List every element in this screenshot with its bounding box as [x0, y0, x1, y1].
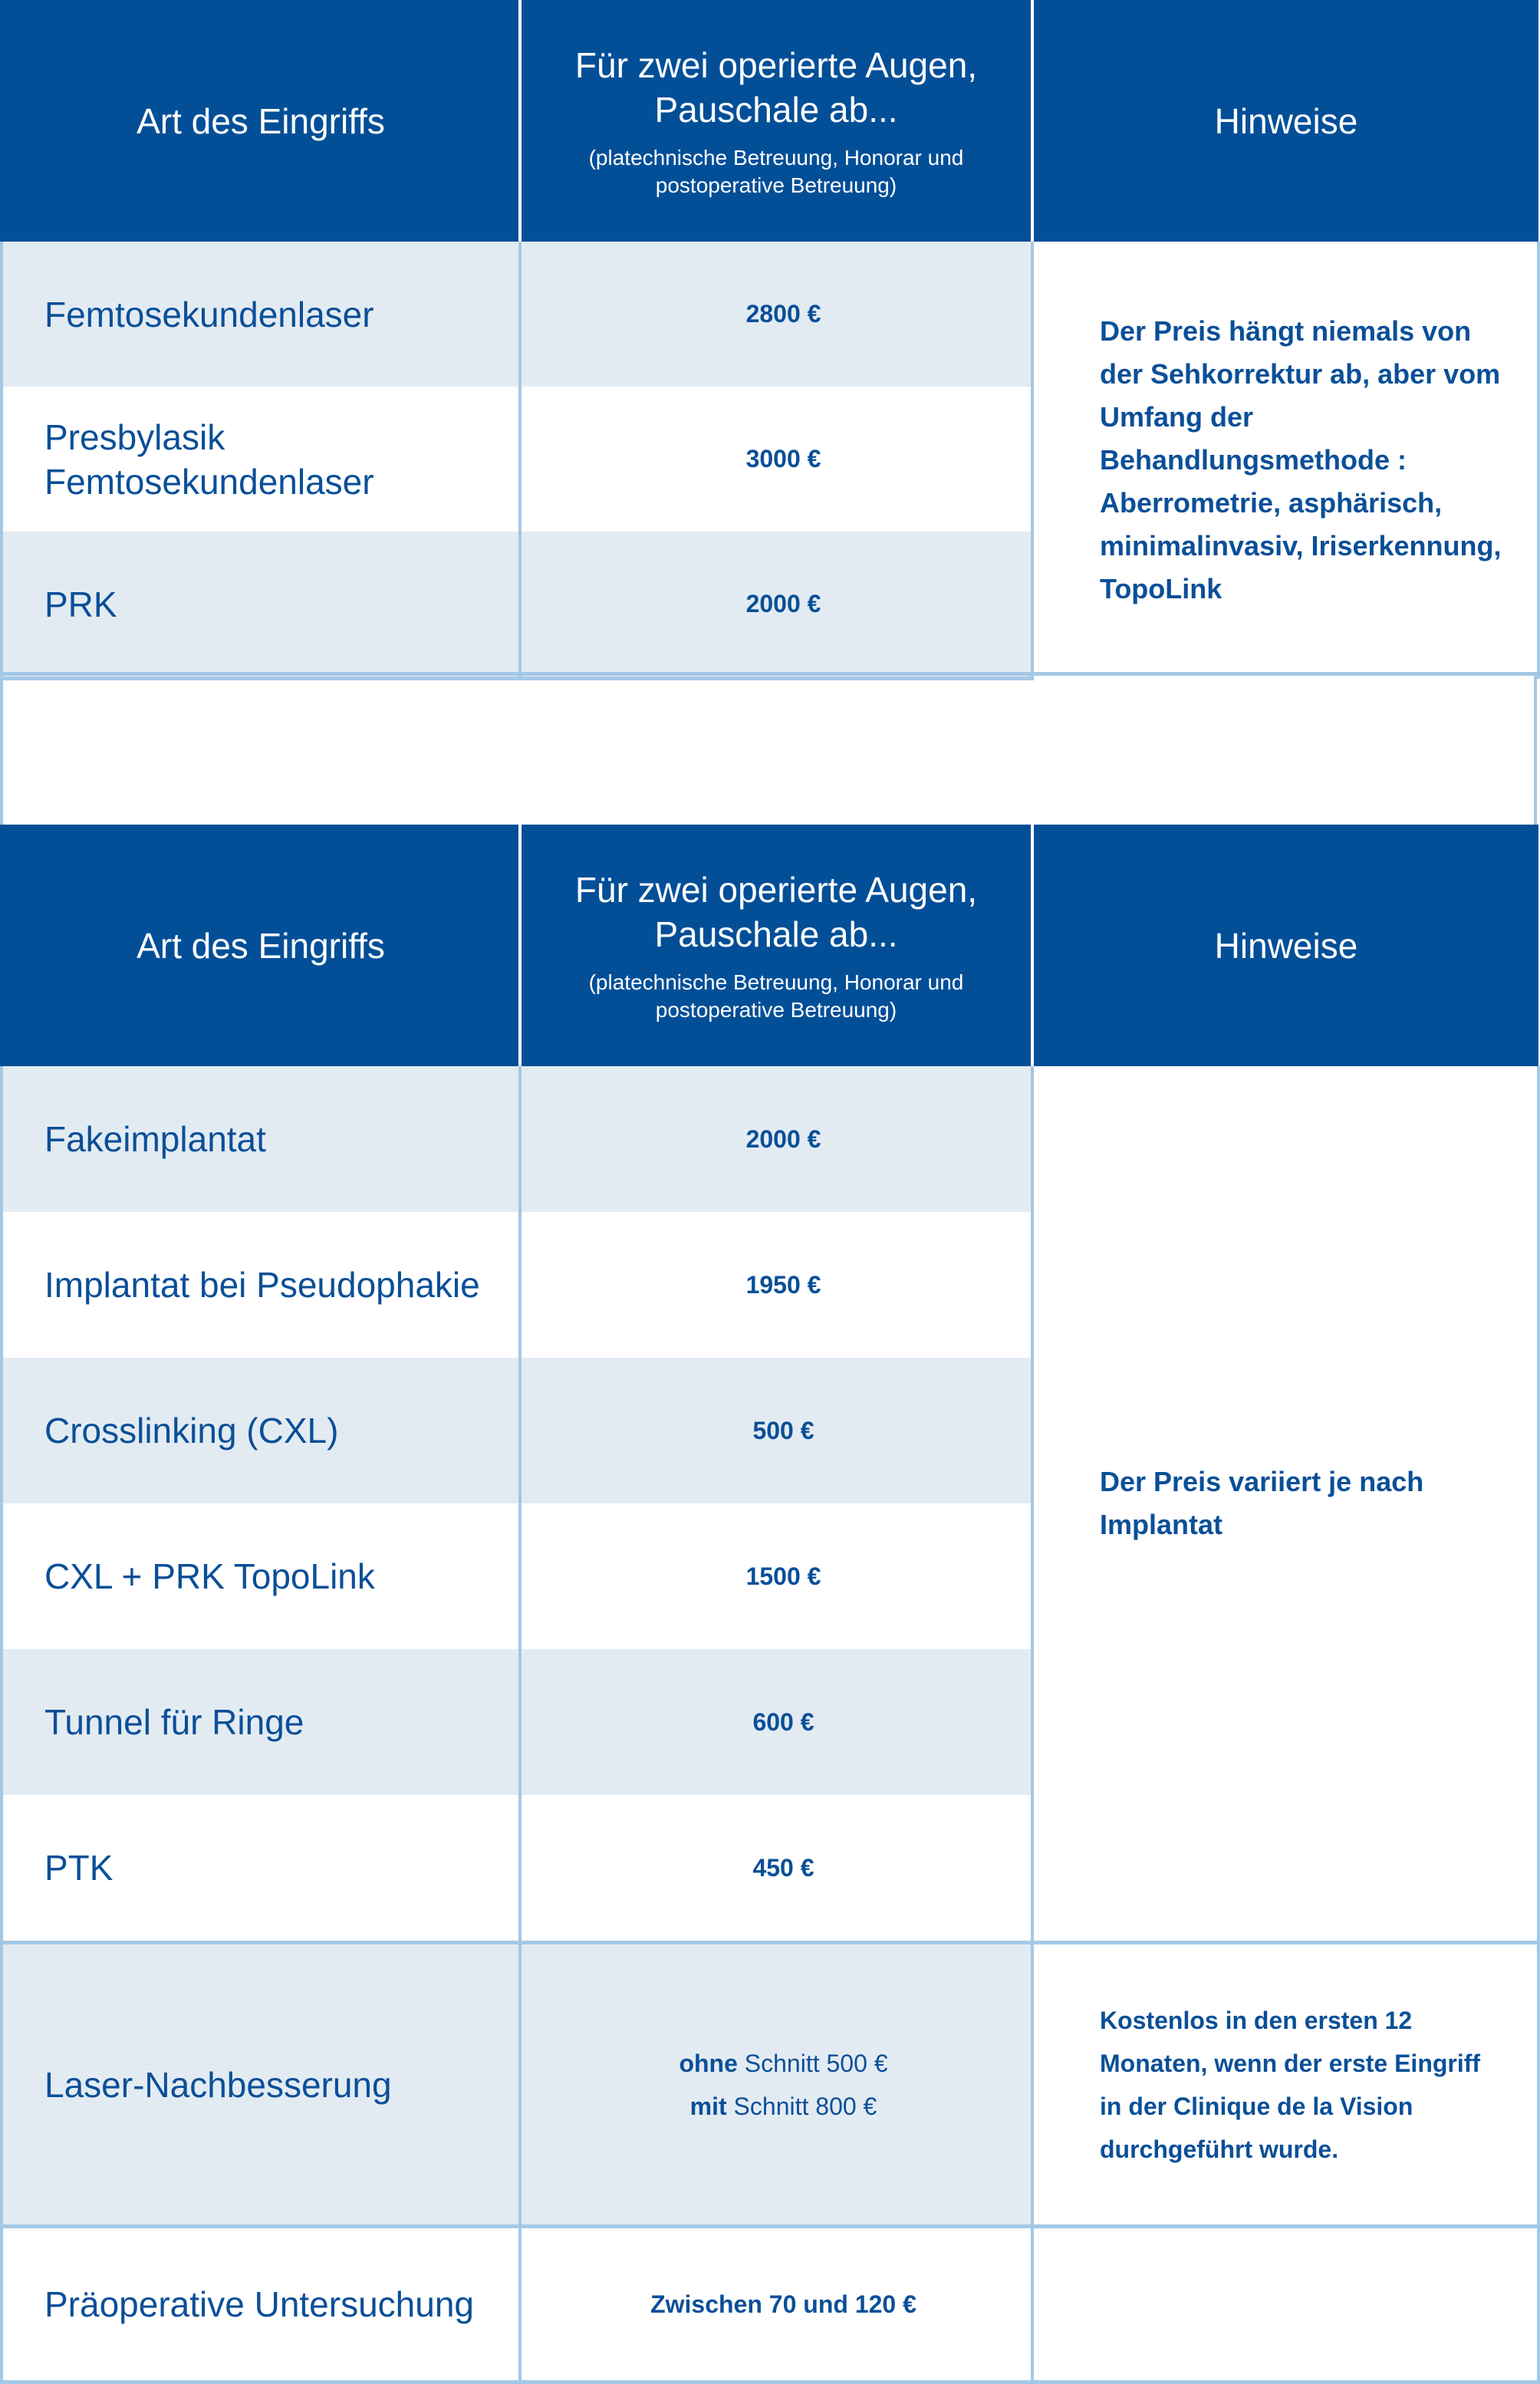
procedure-name: Fakeimplantat — [2, 1066, 520, 1212]
procedure-name: Femtosekundenlaser — [2, 242, 520, 387]
price-option-value: Schnitt 800 € — [726, 2092, 877, 2120]
table-row-preop-exam — [2, 2227, 1538, 2382]
header-price-line2: Pauschale ab... — [654, 89, 898, 130]
procedure-price: 600 € — [520, 1649, 1032, 1795]
procedure-price: 3000 € — [520, 387, 1032, 532]
procedure-name: CXL + PRK TopoLink — [2, 1503, 520, 1649]
price-table-implants — [0, 825, 1540, 2384]
table-header — [2, 0, 1538, 242]
procedure-price: 2800 € — [520, 242, 1032, 387]
table-spacer — [0, 672, 1537, 825]
procedure-price: 2000 € — [520, 532, 1032, 679]
procedure-price: 1950 € — [520, 1212, 1032, 1358]
price-option-value: Schnitt 500 € — [737, 2049, 888, 2077]
header-procedure-type: Art des Eingriffs — [2, 825, 520, 1066]
procedure-price: Zwischen 70 und 120 € — [520, 2227, 1032, 2382]
header-price-line1: Für zwei operierte Augen, — [574, 44, 978, 85]
header-price — [520, 825, 1032, 1066]
notes-cell: Der Preis variiert je nach Implantat — [1032, 1066, 1538, 1943]
notes-cell: Der Preis hängt niemals von der Sehkorrektur ab, aber vom Umfang der Behandlungsmethode : Aberrometrie, asphärisch, minimalinvasiv, Iriserkennung, TopoLink — [1032, 242, 1538, 679]
procedure-price: 2000 € — [520, 1066, 1032, 1212]
procedure-name: Implantat bei Pseudophakie — [2, 1212, 520, 1358]
procedure-name: Laser-Nachbesserung — [2, 1943, 520, 2227]
procedure-name-text: Presbylasik Femtosekundenlaser — [44, 417, 374, 502]
procedure-price: 450 € — [520, 1795, 1032, 1943]
procedure-name: PTK — [2, 1795, 520, 1943]
header-price-line2: Pauschale ab... — [654, 914, 898, 954]
table-row — [2, 1066, 1538, 1212]
procedure-price: 500 € — [520, 1358, 1032, 1503]
header-price-subtitle: (platechnische Betreuung, Honorar und postoperative Betreuung) — [588, 145, 964, 197]
header-price — [520, 0, 1032, 242]
procedure-price — [520, 1943, 1032, 2227]
price-option-label: ohne — [679, 2049, 738, 2077]
price-table-laser — [0, 0, 1540, 680]
header-notes: Hinweise — [1032, 825, 1538, 1066]
procedure-name: Präoperative Untersuchung — [2, 2227, 520, 2382]
procedure-name: Crosslinking (CXL) — [2, 1358, 520, 1503]
table-row-laser-correction — [2, 1943, 1538, 2227]
procedure-name — [2, 387, 520, 532]
header-procedure-type: Art des Eingriffs — [2, 0, 520, 242]
procedure-name: PRK — [2, 532, 520, 679]
price-option-label: mit — [689, 2092, 727, 2120]
header-price-line1: Für zwei operierte Augen, — [574, 869, 978, 910]
header-notes: Hinweise — [1032, 0, 1538, 242]
price-option-with-cut — [537, 2085, 1030, 2128]
notes-cell: Kostenlos in den ersten 12 Monaten, wenn der erste Eingriff in der Clinique de la Vision durchgeführt wurde. — [1032, 1943, 1538, 2227]
price-option-without-cut — [537, 2042, 1030, 2085]
notes-cell — [1032, 2227, 1538, 2382]
procedure-name: Tunnel für Ringe — [2, 1649, 520, 1795]
table-row — [2, 242, 1538, 387]
procedure-price: 1500 € — [520, 1503, 1032, 1649]
table-header — [2, 825, 1538, 1066]
header-price-subtitle: (platechnische Betreuung, Honorar und postoperative Betreuung) — [588, 970, 964, 1022]
